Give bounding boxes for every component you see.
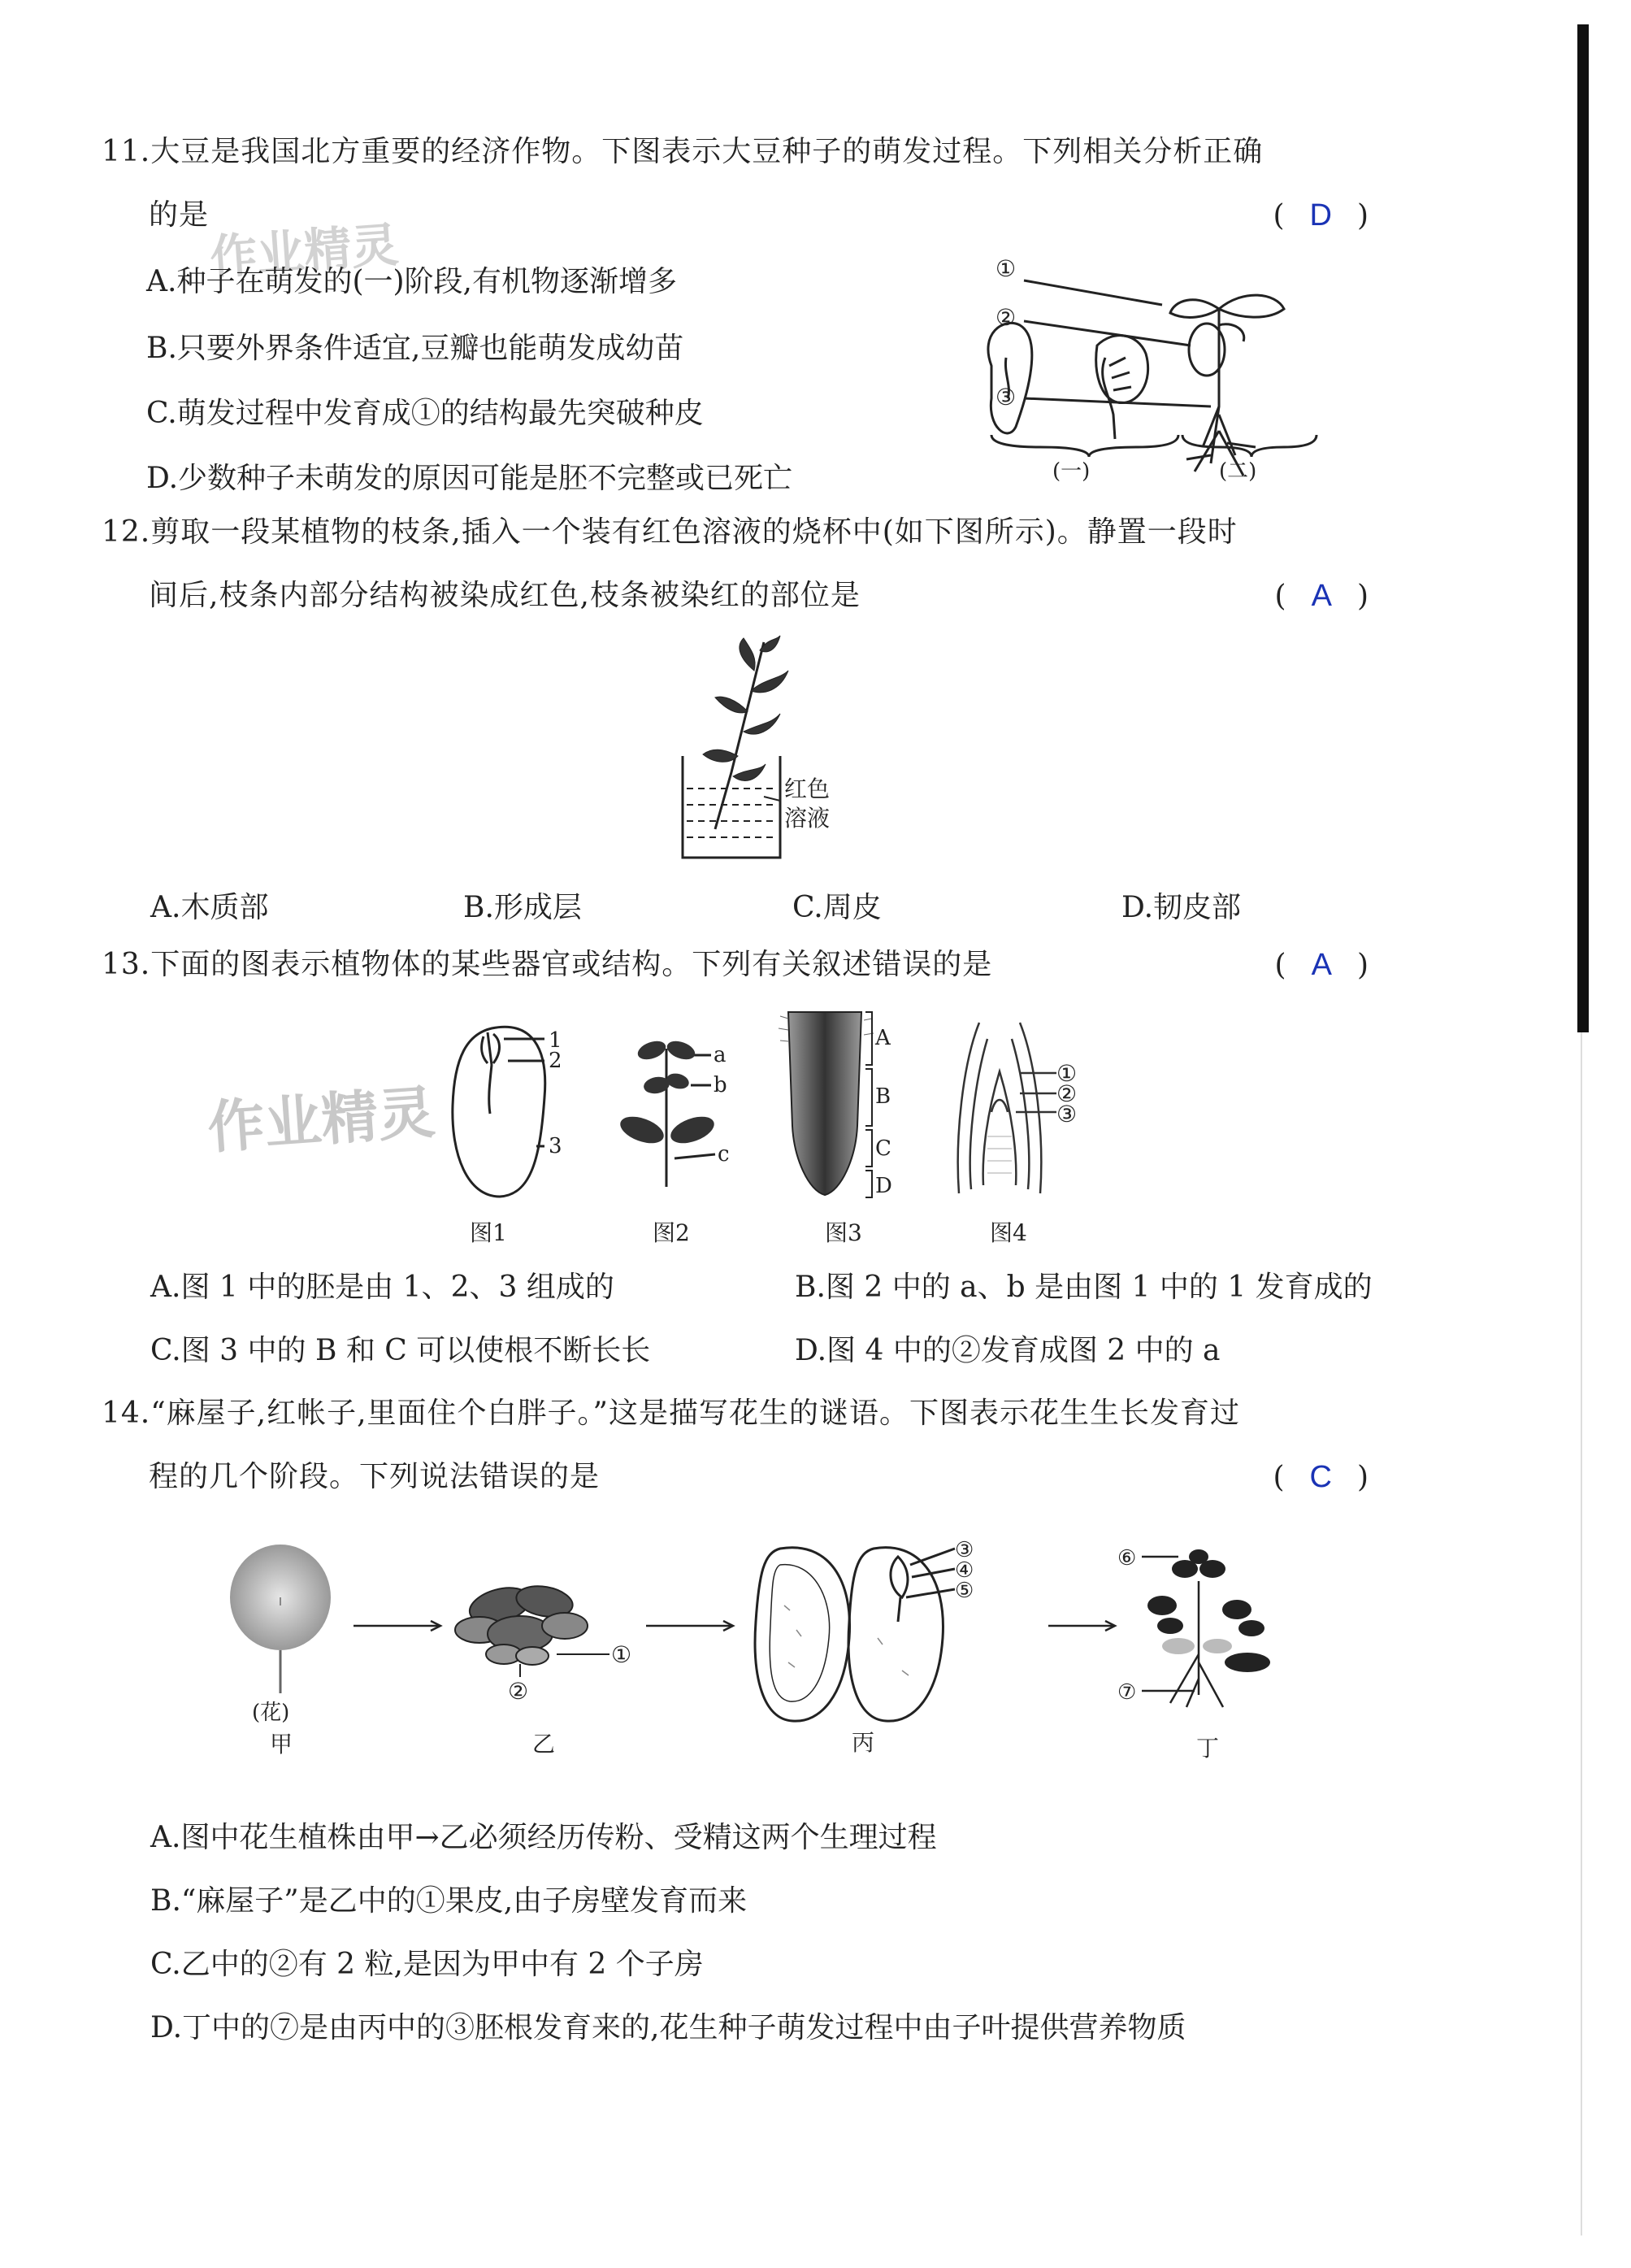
question-12-stem-line-2	[102, 564, 1369, 628]
question-12-answer: A	[1311, 579, 1333, 613]
q14-marker-2: ②	[508, 1678, 529, 1705]
question-12-answer-bracket: ( A )	[1274, 579, 1369, 613]
q14-marker-1: ①	[611, 1641, 632, 1668]
q13-fig2-label-b: b	[714, 1073, 727, 1097]
q13-fig4-label-1: ①	[1056, 1060, 1078, 1087]
q13-fig4-label-2: ②	[1056, 1080, 1078, 1107]
question-14-option-d: D.丁中的⑦是由丙中的③胚根发育来的,花生种子萌发过程中由子叶提供营养物质	[150, 2011, 1186, 2044]
question-12	[102, 501, 1369, 628]
question-13-stem-text: 13.下面的图表示植物体的某些器官或结构。下列有关叙述错误的是	[102, 948, 993, 981]
q14-marker-4: ④	[955, 1558, 974, 1583]
q13-figure-3-root-tip	[776, 1004, 914, 1207]
question-13-option-c: C.图 3 中的 B 和 C 可以使根不断长长	[150, 1334, 651, 1367]
q12-beaker-figure	[666, 634, 878, 870]
question-12-option-a: A.木质部	[150, 891, 269, 924]
q13-figure-4-bud	[943, 1015, 1089, 1201]
q13-fig1-label-1: 1	[549, 1028, 562, 1053]
question-13-option-b: B.图 2 中的 a、b 是由图 1 中的 1 发育成的	[795, 1271, 1373, 1304]
question-11-stem-line-2	[102, 184, 1369, 247]
q13-fig2-label-c: c	[718, 1142, 730, 1167]
q11-stage-2: (二)	[1219, 459, 1257, 484]
q13-figure-4-caption: 图4	[990, 1219, 1027, 1246]
question-12-option-b: B.形成层	[463, 891, 582, 924]
question-11-stem-line-1: 11.大豆是我国北方重要的经济作物。下图表示大豆种子的萌发过程。下列相关分析正确	[102, 135, 1264, 168]
question-14-option-c: C.乙中的②有 2 粒,是因为甲中有 2 个子房	[150, 1948, 704, 1981]
page-binding-edge	[1577, 24, 1589, 1032]
q13-fig4-label-3: ③	[1056, 1101, 1078, 1127]
question-11-option-d: D.少数种子未萌发的原因可能是胚不完整或已死亡	[146, 462, 793, 495]
question-14-option-a: A.图中花生植株由甲→乙必须经历传粉、受精这两个生理过程	[150, 1821, 937, 1854]
question-13-stem-line-1	[102, 933, 1369, 997]
watermark-middle: 作业精灵	[205, 1079, 437, 1162]
q14-marker-5: ⑤	[955, 1579, 974, 1603]
q13-figure-1-seed	[443, 1016, 589, 1203]
q13-fig3-label-c: C	[875, 1136, 891, 1161]
q14-flower-note: (花)	[252, 1701, 290, 1725]
q11-stage-1: (一)	[1052, 459, 1091, 484]
q13-fig3-label-b: B	[875, 1084, 891, 1109]
question-14-stem-line-2-text: 程的几个阶段。下列说法错误的是	[149, 1460, 601, 1493]
q11-marker-1: ①	[996, 255, 1017, 282]
question-12-option-c: C.周皮	[792, 891, 882, 924]
question-13	[102, 933, 1369, 997]
question-11-option-b: B.只要外界条件适宜,豆瓣也能萌发成幼苗	[146, 332, 684, 365]
q13-figure-1-caption: 图1	[470, 1219, 507, 1246]
q13-figure-2-caption: 图2	[653, 1219, 690, 1246]
q14-caption-jia: 甲	[270, 1731, 293, 1757]
question-14-option-b: B.“麻屋子”是乙中的①果皮,由子房壁发育而来	[150, 1884, 748, 1918]
q12-label-solution: 溶液	[784, 805, 831, 832]
q14-marker-3: ③	[955, 1538, 974, 1562]
q13-fig3-label-a: A	[875, 1026, 891, 1050]
question-11-option-a: A.种子在萌发的(一)阶段,有机物逐渐增多	[146, 265, 677, 298]
question-11-stem-line-2-text: 的是	[149, 198, 210, 232]
question-14-stem-line-2	[102, 1445, 1369, 1509]
q13-fig3-label-d: D	[875, 1174, 892, 1198]
q14-caption-yi: 乙	[532, 1731, 556, 1757]
question-11-answer: D	[1309, 198, 1333, 232]
q11-marker-3: ③	[996, 384, 1017, 411]
question-14	[102, 1382, 1369, 1509]
question-13-answer-bracket: ( A )	[1274, 948, 1369, 982]
question-12-stem-line-1: 12.剪取一段某植物的枝条,插入一个装有红色溶液的烧杯中(如下图所示)。静置一段时	[102, 515, 1238, 549]
q14-caption-bing: 丙	[852, 1729, 875, 1756]
q13-fig1-label-3: 3	[549, 1134, 562, 1158]
question-11-option-c: C.萌发过程中发育成①的结构最先突破种皮	[146, 397, 704, 430]
q13-figure-3-caption: 图3	[825, 1219, 862, 1246]
q14-caption-ding: 丁	[1196, 1735, 1220, 1762]
q12-label-red: 红色	[784, 776, 831, 802]
question-14-stem-line-1: 14.“麻屋子,红帐子,里面住个白胖子。”这是描写花生的谜语。下图表示花生生长发育过	[102, 1397, 1240, 1430]
question-14-answer-bracket: ( C )	[1273, 1460, 1369, 1494]
question-13-answer: A	[1311, 948, 1333, 982]
question-11-answer-bracket: ( D )	[1273, 198, 1369, 232]
question-13-option-d: D.图 4 中的②发育成图 2 中的 a	[795, 1334, 1221, 1367]
q14-peanut-figure	[211, 1532, 1349, 1784]
question-11	[102, 120, 1369, 247]
question-12-stem-line-2-text: 间后,枝条内部分结构被染成红色,枝条被染红的部位是	[149, 579, 861, 612]
q14-marker-6: ⑥	[1117, 1546, 1137, 1571]
q13-fig1-label-2: 2	[549, 1049, 562, 1073]
question-13-option-a: A.图 1 中的胚是由 1、2、3 组成的	[150, 1271, 614, 1304]
question-12-option-d: D.韧皮部	[1121, 891, 1242, 924]
q14-marker-7: ⑦	[1117, 1680, 1137, 1705]
question-14-answer: C	[1309, 1460, 1333, 1494]
q13-fig2-label-a: a	[714, 1043, 727, 1067]
q11-germination-figure	[975, 244, 1382, 488]
page-fold-line	[1581, 1032, 1582, 2235]
q11-marker-2: ②	[996, 304, 1017, 331]
watermark-top: 作业精灵	[208, 216, 401, 285]
q13-figure-2-shoot	[609, 1032, 740, 1195]
